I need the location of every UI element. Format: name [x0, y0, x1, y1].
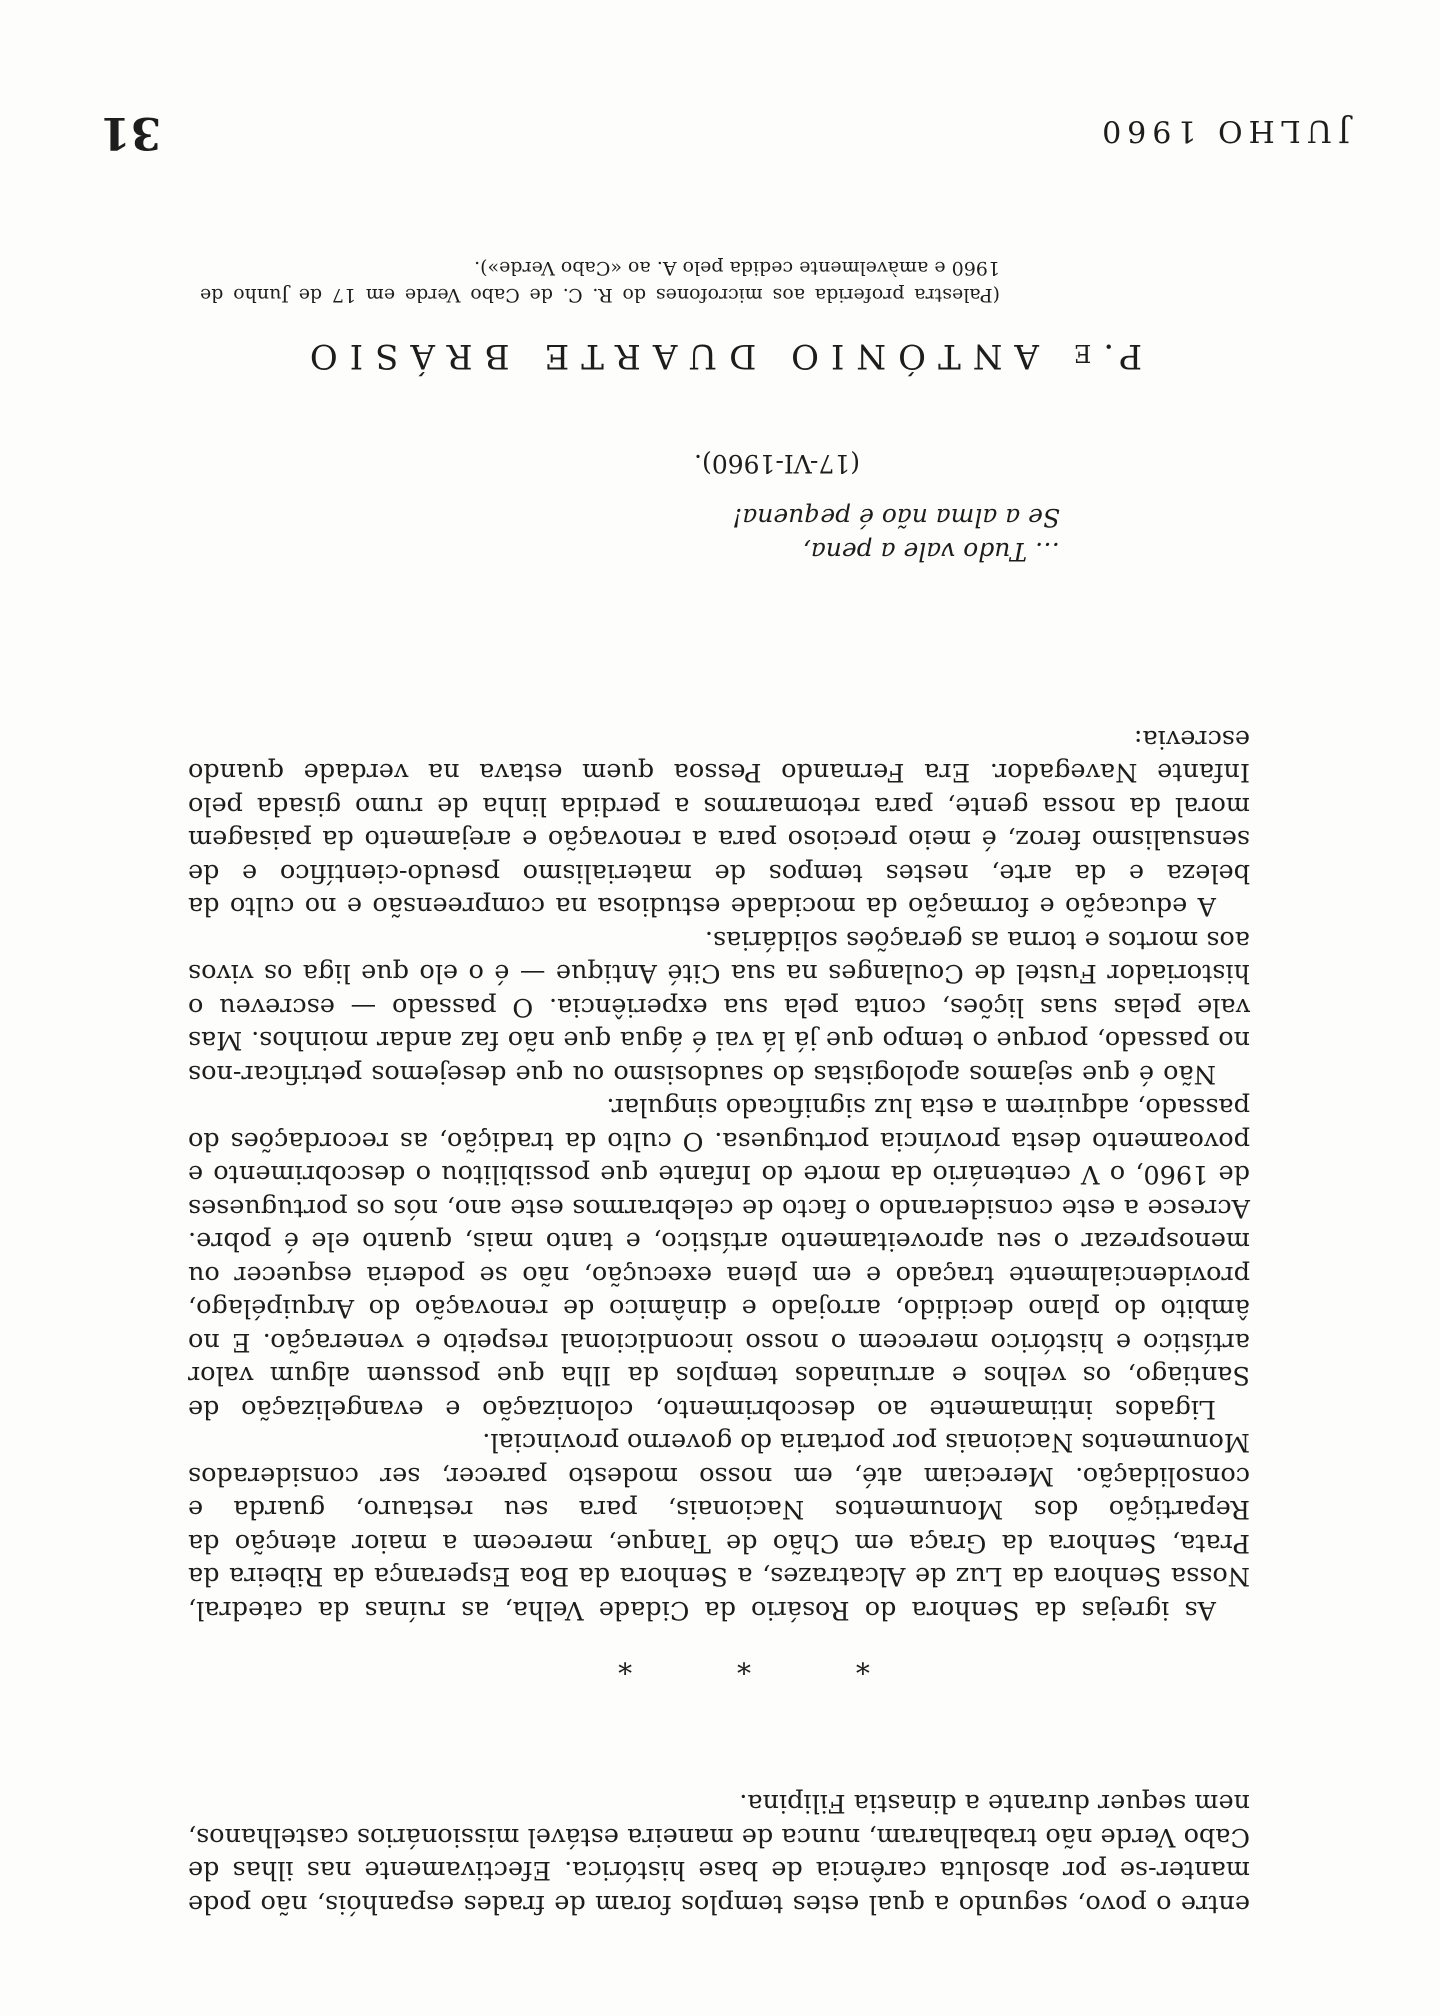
continuation-block	[188, 1786, 1250, 1920]
section-separator: * * *	[570, 1647, 870, 1680]
continuation-paragraph: entre o povo, segundo a qual estes templos foram de frades espanhóis, não pode manter-se por absoluta carência de base histórica. Efectivamente nas ilhas de Cabo Verde não trabalharam, nunca de maneira estável missionários castelhanos, nem sequer durante a dinastia Filipina.	[188, 1788, 1250, 1919]
quote-line-2: Se a alma não é pequena!	[732, 503, 1060, 532]
poem-quote	[360, 446, 1060, 568]
paragraph-3: Não é que sejamos apologistas do saudosismo ou que desejemos petrificar-nos no passado, porque o tempo que já lá vai é água que não faz andar moinhos. Mas vale pelas suas lições, conta pela sua experiência. O passado — escreveu o historiador Fustel de Coulanges na sua Cité Antique — é o elo que liga os vivos aos mortos e torna as gerações solidárias.	[188, 925, 1250, 1089]
running-head	[100, 88, 1350, 158]
main-text	[188, 722, 1250, 1627]
source-note: (Palestra proferida aos microfones do R. C. de Cabo Verde em 17 de Junho de 1960 e amàvelmente cedida pelo A. ao «Cabo Verde»).	[200, 257, 1000, 306]
paragraph-4: A educação e formação da mocidade estudiosa na compreensão e no culto da beleza e da arte, nestes tempos de materialismo pseudo-científico e de sensualismo feroz, é meio precioso para a renovação e arejamento da paisagem moral da nossa gente, para retomarmos a perdida linha de rumo gisada pelo Infante Navegador. Era Fernando Pessoa quem estava na verdade quando escrevia:	[188, 724, 1250, 922]
journal-date: JULHO 1960	[1096, 113, 1350, 148]
paragraph-2: Ligados intimamente ao descobrimento, colonização e evangelização de Santiago, os velhos e arruinados templos da Ilha que possuem algum valor artístico e histórico merecem o nosso incondicional respeito e veneração. E no âmbito do plano decidido, arrojado e dinâmico de renovação do Arquipélago, providencialmente traçado e em plena execução, não se poderia esquecer ou menosprezar o seu aproveitamento artístico, e tanto mais, quanto ele é pobre. Acresce a este considerando o facto de celebrarmos este ano, nós os portugueses de 1960, o V centenário da morte do Infante que possibilitou o descobrimento e povoamento desta província portuguesa. O culto da tradição, as recordações do passado, adquirem a esta luz significado singular.	[188, 1092, 1250, 1424]
paragraph-1: As igrejas da Senhora do Rosário da Cidade Velha, as ruínas da catedral, Nossa Senhora da Luz de Alcatrazes, a Senhora da Boa Esperança da Ribeira da Prata, Senhora da Graça em Chão de Tanque, merecem a maior atenção da Repartição dos Monumentos Nacionais, para seu restauro, guarda e consolidação. Mereciam até, em nosso modesto parecer, ser considerados Monumentos Nacionais por portaria do governo provincial.	[188, 1427, 1250, 1625]
page-number: 31	[100, 107, 162, 158]
quote-line-1: … Tudo vale a pena,	[802, 537, 1060, 566]
author-name: P.e ANTÓNIO DUARTE BRÁSIO	[297, 336, 1143, 376]
quote-date: (17-VI-1960).	[694, 449, 860, 478]
